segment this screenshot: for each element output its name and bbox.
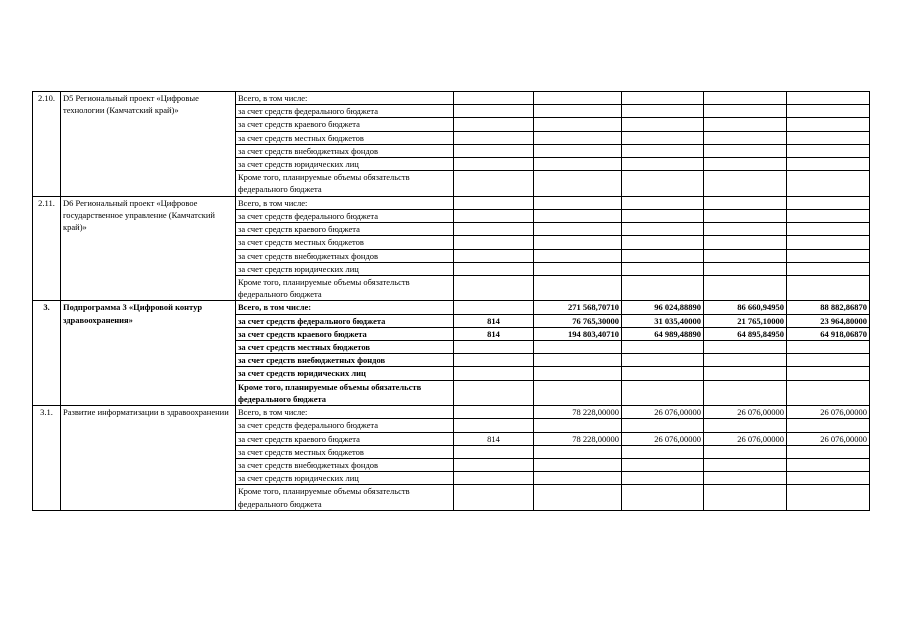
amount-cell: [534, 209, 622, 222]
funding-source-label: за счет средств внебюджетных фондов: [236, 354, 454, 367]
amount-cell: [704, 236, 787, 249]
amount-cell: [534, 196, 622, 209]
funding-source-label: Всего, в том числе:: [236, 196, 454, 209]
amount-cell: [534, 472, 622, 485]
budget-code: [454, 380, 534, 406]
amount-cell: [622, 105, 704, 118]
amount-cell: [704, 196, 787, 209]
row-number: 2.10.: [33, 92, 61, 197]
amount-cell: [534, 445, 622, 458]
budget-code: [454, 275, 534, 301]
budget-code: [454, 249, 534, 262]
amount-cell: [787, 445, 870, 458]
budget-code: [454, 341, 534, 354]
amount-cell: [534, 105, 622, 118]
amount-cell: [787, 118, 870, 131]
budget-code: [454, 105, 534, 118]
amount-cell: [787, 419, 870, 432]
amount-cell: [622, 118, 704, 131]
amount-cell: [704, 472, 787, 485]
budget-code: [454, 92, 534, 105]
row-number: 3.1.: [33, 406, 61, 511]
amount-cell: [704, 458, 787, 471]
budget-code: [454, 406, 534, 419]
amount-cell: [534, 419, 622, 432]
amount-cell: [787, 92, 870, 105]
amount-cell: [704, 158, 787, 171]
funding-source-label: за счет средств федерального бюджета: [236, 419, 454, 432]
amount-cell: [704, 249, 787, 262]
funding-source-label: за счет средств местных бюджетов: [236, 131, 454, 144]
amount-cell: [787, 472, 870, 485]
amount-cell: [704, 144, 787, 157]
amount-cell: 26 076,00000: [787, 406, 870, 419]
amount-cell: [622, 445, 704, 458]
amount-cell: [622, 209, 704, 222]
funding-source-label: Всего, в том числе:: [236, 301, 454, 314]
amount-cell: [787, 144, 870, 157]
funding-source-label: за счет средств юридических лиц: [236, 367, 454, 380]
amount-cell: 88 882,86870: [787, 301, 870, 314]
amount-cell: [534, 341, 622, 354]
funding-source-label: Кроме того, планируемые объемы обязательств федерального бюджета: [236, 275, 454, 301]
funding-source-label: за счет средств федерального бюджета: [236, 105, 454, 118]
budget-code: [454, 354, 534, 367]
amount-cell: 271 568,70710: [534, 301, 622, 314]
amount-cell: [704, 275, 787, 301]
budget-code: 814: [454, 314, 534, 327]
row-number: 2.11.: [33, 196, 61, 301]
amount-cell: 26 076,00000: [704, 406, 787, 419]
amount-cell: [534, 92, 622, 105]
amount-cell: [622, 196, 704, 209]
budget-code: [454, 445, 534, 458]
funding-source-label: за счет средств юридических лиц: [236, 262, 454, 275]
funding-source-label: Всего, в том числе:: [236, 406, 454, 419]
amount-cell: [704, 209, 787, 222]
budget-code: [454, 118, 534, 131]
funding-source-label: за счет средств краевого бюджета: [236, 118, 454, 131]
program-name: D6 Региональный проект «Цифровое государственное управление (Камчатский край)»: [61, 196, 236, 301]
row-number: 3.: [33, 301, 61, 406]
amount-cell: [534, 262, 622, 275]
amount-cell: [704, 341, 787, 354]
amount-cell: [622, 419, 704, 432]
amount-cell: 21 765,10000: [704, 314, 787, 327]
funding-source-label: Кроме того, планируемые объемы обязательств федерального бюджета: [236, 380, 454, 406]
program-name: Подпрограмма 3 «Цифровой контур здравоохранения»: [61, 301, 236, 406]
funding-source-label: за счет средств местных бюджетов: [236, 236, 454, 249]
amount-cell: [787, 236, 870, 249]
funding-source-label: за счет средств местных бюджетов: [236, 341, 454, 354]
funding-source-label: за счет средств юридических лиц: [236, 472, 454, 485]
amount-cell: [534, 144, 622, 157]
budget-code: [454, 196, 534, 209]
amount-cell: [534, 171, 622, 197]
amount-cell: 26 076,00000: [622, 406, 704, 419]
budget-code: [454, 485, 534, 511]
amount-cell: [534, 131, 622, 144]
budget-code: [454, 158, 534, 171]
funding-source-label: за счет средств внебюджетных фондов: [236, 249, 454, 262]
funding-source-label: Всего, в том числе:: [236, 92, 454, 105]
amount-cell: 31 035,40000: [622, 314, 704, 327]
amount-cell: [704, 92, 787, 105]
amount-cell: [704, 105, 787, 118]
amount-cell: [534, 223, 622, 236]
amount-cell: [534, 236, 622, 249]
budget-code: 814: [454, 327, 534, 340]
amount-cell: 78 228,00000: [534, 406, 622, 419]
amount-cell: 194 803,40710: [534, 327, 622, 340]
funding-source-label: за счет средств федерального бюджета: [236, 314, 454, 327]
amount-cell: [622, 92, 704, 105]
amount-cell: [534, 367, 622, 380]
amount-cell: [787, 485, 870, 511]
amount-cell: [787, 223, 870, 236]
program-name: Развитие информатизации в здравоохранении: [61, 406, 236, 511]
budget-code: [454, 419, 534, 432]
budget-code: [454, 223, 534, 236]
funding-source-label: Кроме того, планируемые объемы обязательств федерального бюджета: [236, 485, 454, 511]
amount-cell: 23 964,80000: [787, 314, 870, 327]
amount-cell: [622, 354, 704, 367]
amount-cell: [787, 262, 870, 275]
amount-cell: [787, 171, 870, 197]
amount-cell: [534, 249, 622, 262]
amount-cell: 96 024,88890: [622, 301, 704, 314]
amount-cell: [704, 380, 787, 406]
amount-cell: [534, 118, 622, 131]
amount-cell: [787, 341, 870, 354]
amount-cell: [622, 249, 704, 262]
funding-source-label: за счет средств внебюджетных фондов: [236, 144, 454, 157]
amount-cell: [534, 485, 622, 511]
amount-cell: 78 228,00000: [534, 432, 622, 445]
amount-cell: 26 076,00000: [622, 432, 704, 445]
budget-code: [454, 209, 534, 222]
amount-cell: [622, 472, 704, 485]
funding-source-label: за счет средств краевого бюджета: [236, 223, 454, 236]
amount-cell: [622, 380, 704, 406]
amount-cell: 26 076,00000: [704, 432, 787, 445]
program-name: D5 Региональный проект «Цифровые технологии (Камчатский край)»: [61, 92, 236, 197]
amount-cell: [787, 380, 870, 406]
amount-cell: [704, 223, 787, 236]
amount-cell: [704, 118, 787, 131]
funding-source-label: Кроме того, планируемые объемы обязательств федерального бюджета: [236, 171, 454, 197]
amount-cell: [787, 354, 870, 367]
table-row: [33, 92, 870, 105]
amount-cell: [704, 419, 787, 432]
amount-cell: [704, 367, 787, 380]
amount-cell: [787, 249, 870, 262]
amount-cell: 64 895,84950: [704, 327, 787, 340]
budget-code: [454, 131, 534, 144]
budget-code: 814: [454, 432, 534, 445]
amount-cell: [787, 158, 870, 171]
amount-cell: [704, 445, 787, 458]
amount-cell: [622, 144, 704, 157]
amount-cell: [787, 275, 870, 301]
amount-cell: [534, 354, 622, 367]
table-body: [33, 92, 870, 511]
funding-source-label: за счет средств федерального бюджета: [236, 209, 454, 222]
amount-cell: [787, 105, 870, 118]
budget-code: [454, 367, 534, 380]
amount-cell: [704, 171, 787, 197]
budget-code: [454, 262, 534, 275]
amount-cell: [622, 367, 704, 380]
amount-cell: [787, 131, 870, 144]
amount-cell: [622, 262, 704, 275]
table-row: [33, 301, 870, 314]
budget-code: [454, 236, 534, 249]
amount-cell: [622, 131, 704, 144]
amount-cell: [534, 158, 622, 171]
amount-cell: [622, 171, 704, 197]
amount-cell: [622, 458, 704, 471]
budget-code: [454, 472, 534, 485]
amount-cell: [787, 209, 870, 222]
amount-cell: [622, 275, 704, 301]
amount-cell: [787, 196, 870, 209]
amount-cell: 26 076,00000: [787, 432, 870, 445]
amount-cell: [534, 380, 622, 406]
funding-source-label: за счет средств юридических лиц: [236, 158, 454, 171]
budget-code: [454, 171, 534, 197]
budget-code: [454, 301, 534, 314]
amount-cell: [534, 458, 622, 471]
funding-source-label: за счет средств внебюджетных фондов: [236, 458, 454, 471]
amount-cell: [704, 485, 787, 511]
amount-cell: 76 765,30000: [534, 314, 622, 327]
budget-code: [454, 458, 534, 471]
funding-source-label: за счет средств краевого бюджета: [236, 432, 454, 445]
budget-table: [32, 91, 870, 511]
table-row: [33, 196, 870, 209]
amount-cell: 64 989,48890: [622, 327, 704, 340]
amount-cell: [622, 341, 704, 354]
amount-cell: [704, 131, 787, 144]
funding-source-label: за счет средств местных бюджетов: [236, 445, 454, 458]
table-row: [33, 406, 870, 419]
amount-cell: [704, 262, 787, 275]
amount-cell: [622, 223, 704, 236]
amount-cell: 64 918,06870: [787, 327, 870, 340]
budget-code: [454, 144, 534, 157]
amount-cell: [534, 275, 622, 301]
amount-cell: 86 660,94950: [704, 301, 787, 314]
amount-cell: [704, 354, 787, 367]
amount-cell: [622, 158, 704, 171]
amount-cell: [622, 236, 704, 249]
amount-cell: [787, 458, 870, 471]
funding-source-label: за счет средств краевого бюджета: [236, 327, 454, 340]
amount-cell: [622, 485, 704, 511]
amount-cell: [787, 367, 870, 380]
